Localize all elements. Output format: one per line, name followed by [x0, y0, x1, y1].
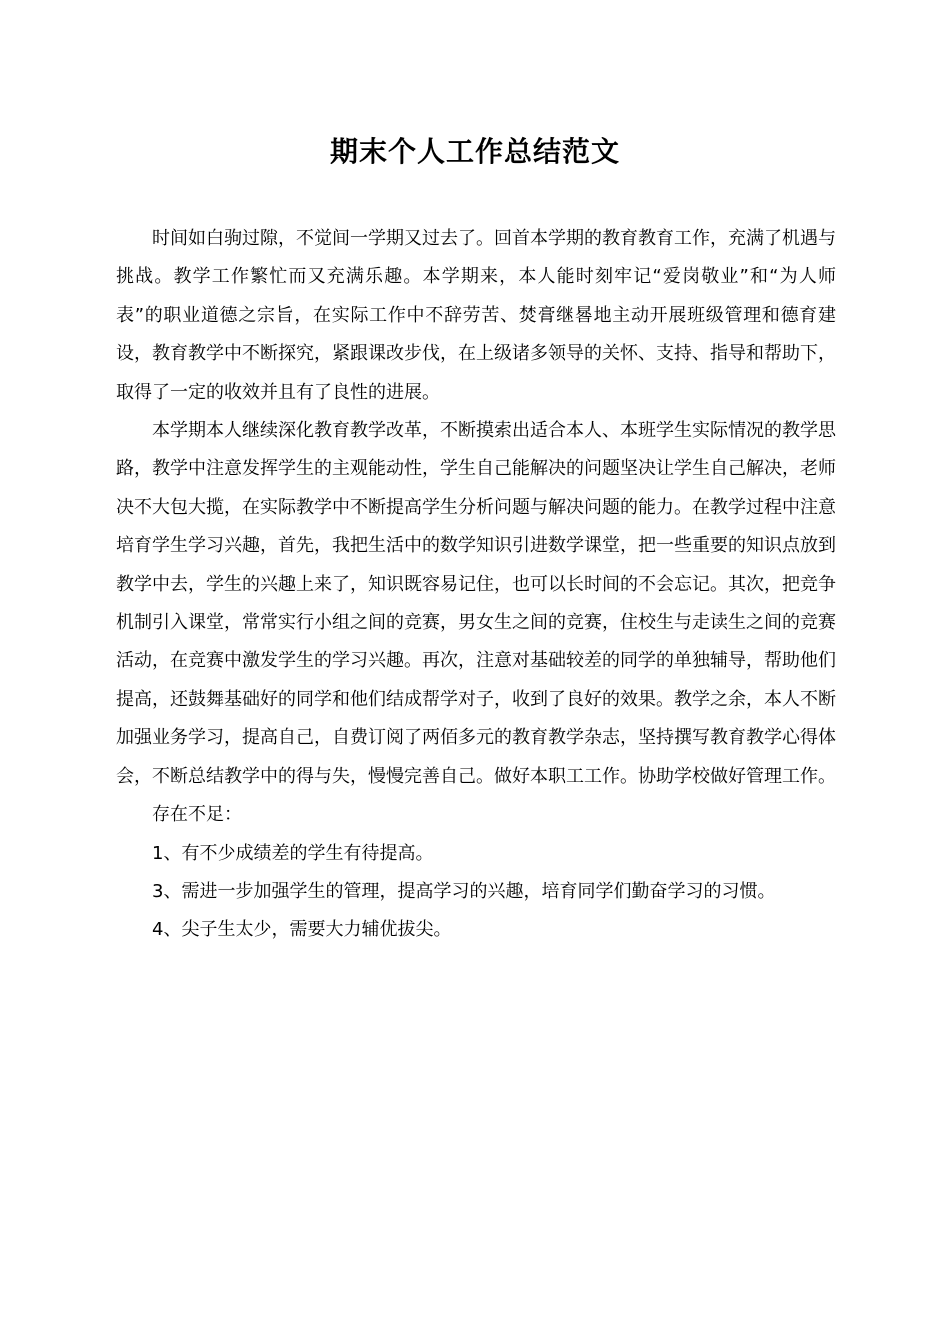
shortcomings-heading: 存在不足：: [152, 804, 242, 826]
shortcoming-item: 3、需进一步加强学生的管理，提高学习的兴趣，培育同学们勤奋学习的习惯。: [152, 880, 776, 902]
shortcoming-item: 4、尖子生太少，需要大力辅优拔尖。: [152, 919, 452, 941]
paragraph-intro: 时间如白驹过隙，不觉间一学期又过去了。回首本学期的教育教育工作，充满了机遇与挑战。教学工作繁忙而又充满乐趣。本学期来，本人能时刻牢记“爱岗敬业”和“为人师表”的职业道德之宗旨，在实际工作中不辞劳苦、焚膏继晷地主动开展班级管理和德育建设，教育教学中不断探究，紧跟课改步伐，在上级诸多领导的关怀、支持、指导和帮助下，取得了一定的收效并且有了良性的进展。: [116, 228, 836, 403]
shortcoming-item: 1、有不少成绩差的学生有待提高。: [152, 842, 434, 864]
paragraph-teaching: 本学期本人继续深化教育教学改革，不断摸索出适合本人、本班学生实际情况的教学思路，教学中注意发挥学生的主观能动性，学生自己能解决的问题坚决让学生自己解决，老师决不大包大揽，在实际教学中不断提高学生分析问题与解决问题的能力。在教学过程中注意培育学生学习兴趣，首先，我把生活中的数学知识引进数学课堂，把一些重要的知识点放到教学中去，学生的兴趣上来了，知识既容易记住，也可以长时间的不会忘记。其次，把竞争机制引入课堂，常常实行小组之间的竞赛，男女生之间的竞赛，住校生与走读生之间的竞赛活动，在竞赛中激发学生的学习兴趣。再次，注意对基础较差的同学的单独辅导，帮助他们提高，还鼓舞基础好的同学和他们结成帮学对子，收到了良好的效果。教学之余，本人不断加强业务学习，提高自己，自费订阅了两佰多元的教育教学杂志，坚持撰写教育教学心得体会，不断总结教学中的得与失，慢慢完善自己。做好本职工工作。协助学校做好管理工作。: [116, 420, 836, 787]
page-title: 期末个人工作总结范文: [329, 135, 620, 168]
document-body: [116, 220, 836, 950]
